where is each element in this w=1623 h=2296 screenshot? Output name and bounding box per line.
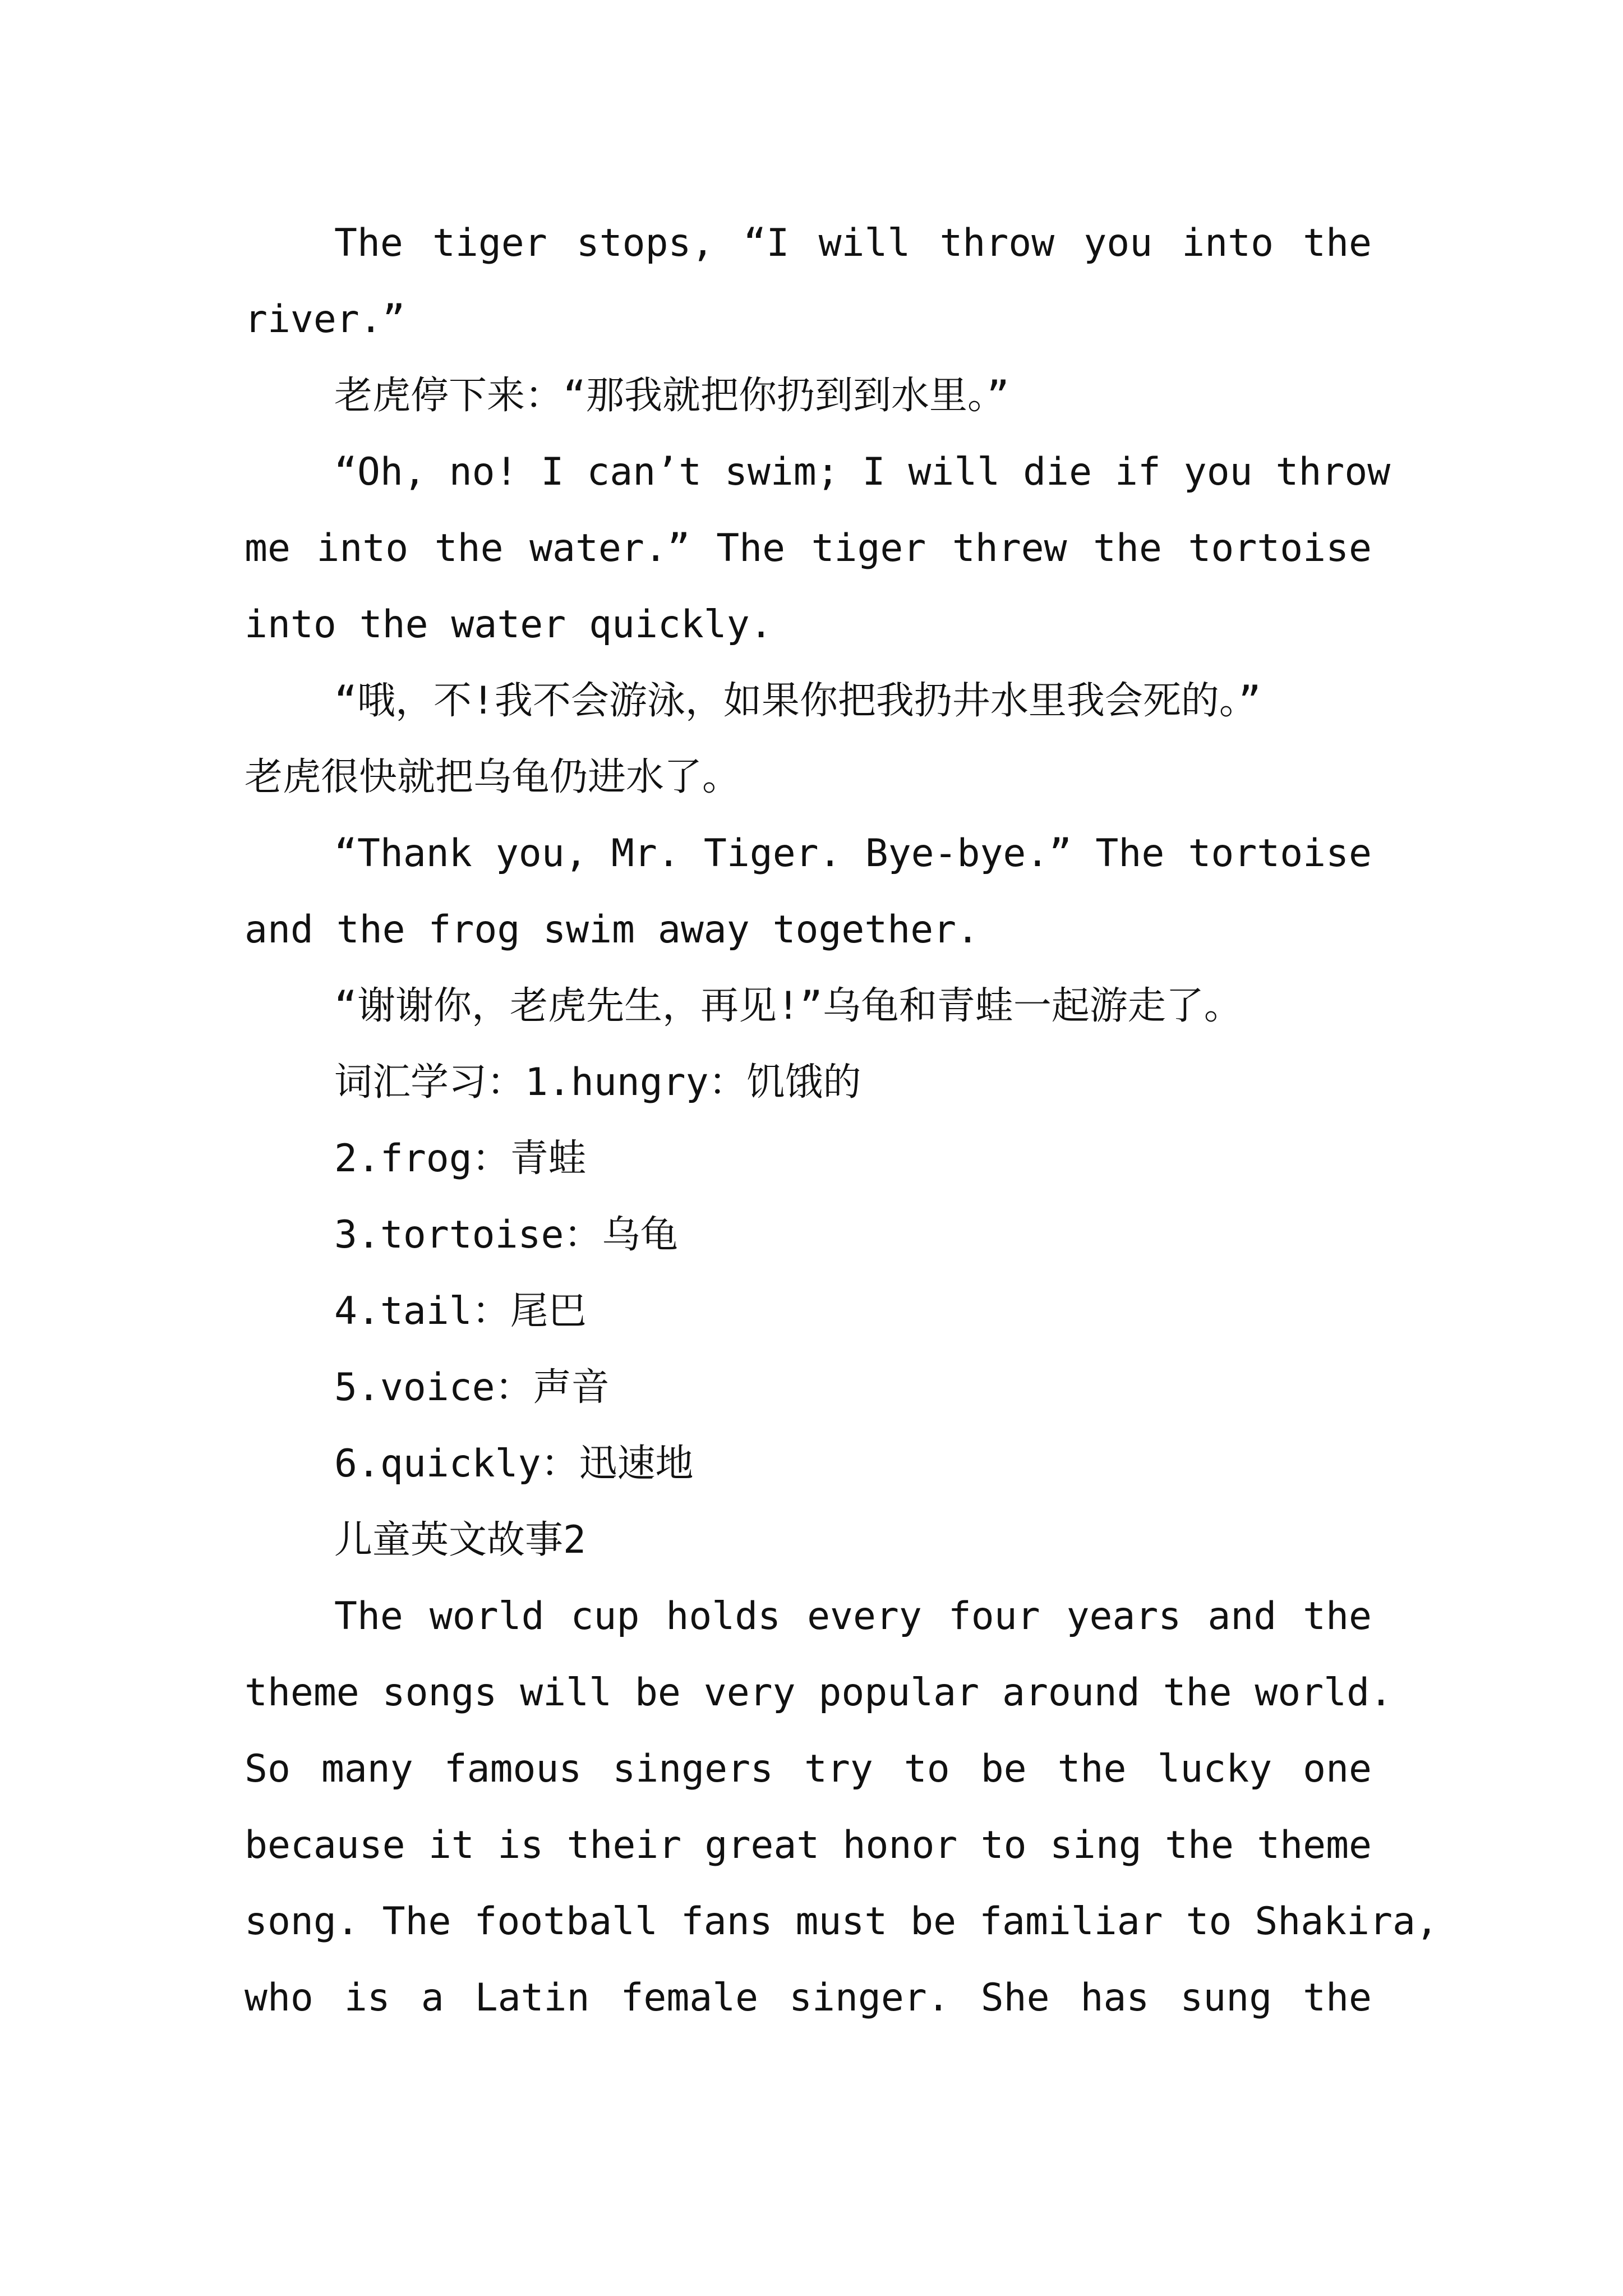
text-line: river.”	[245, 297, 405, 342]
vocab-item: 6.quickly：迅速地	[334, 1442, 694, 1486]
text-line: song. The football fans must be familiar to Shakira,	[245, 1899, 1438, 1944]
text-line: 老虎停下来：“那我就把你扔到到水里。”	[334, 374, 1009, 418]
vocab-item: 2.frog：青蛙	[334, 1137, 587, 1181]
vocab-item: 5.voice：声音	[334, 1365, 610, 1410]
vocab-item: 4.tail：尾巴	[334, 1289, 587, 1333]
text-line: “哦，不!我不会游泳，如果你把我扔井水里我会死的。”	[334, 679, 1261, 723]
text-line: into the water quickly.	[245, 602, 773, 647]
vocab-heading: 词汇学习：1.hungry：饥饿的	[334, 1060, 861, 1105]
text-line: “谢谢你，老虎先生，再见!”乌龟和青蛙一起游走了。	[334, 984, 1242, 1028]
text-line: The world cup holds every four years and the	[334, 1594, 1372, 1639]
text-line: “Oh, no! I can’t swim; I will die if you throw	[334, 450, 1391, 494]
text-line: 老虎很快就把乌龟仍进水了。	[245, 755, 741, 799]
text-line: theme songs will be very popular around the world.	[245, 1671, 1393, 1715]
text-line: So many famous singers try to be the lucky one	[245, 1747, 1372, 1791]
text-line: The tiger stops, “I will throw you into the	[334, 221, 1372, 265]
text-line: because it is their great honor to sing the theme	[245, 1823, 1372, 1867]
vocab-item: 3.tortoise：乌龟	[334, 1213, 679, 1257]
section-heading: 儿童英文故事2	[334, 1518, 586, 1562]
document-body	[245, 205, 1438, 2036]
text-line: “Thank you, Mr. Tiger. Bye-bye.” The tortoise	[334, 831, 1372, 876]
text-line: and the frog swim away together.	[245, 908, 980, 952]
text-line: who is a Latin female singer. She has sung the	[245, 1976, 1372, 2020]
text-line: me into the water.” The tiger threw the tortoise	[245, 526, 1372, 570]
